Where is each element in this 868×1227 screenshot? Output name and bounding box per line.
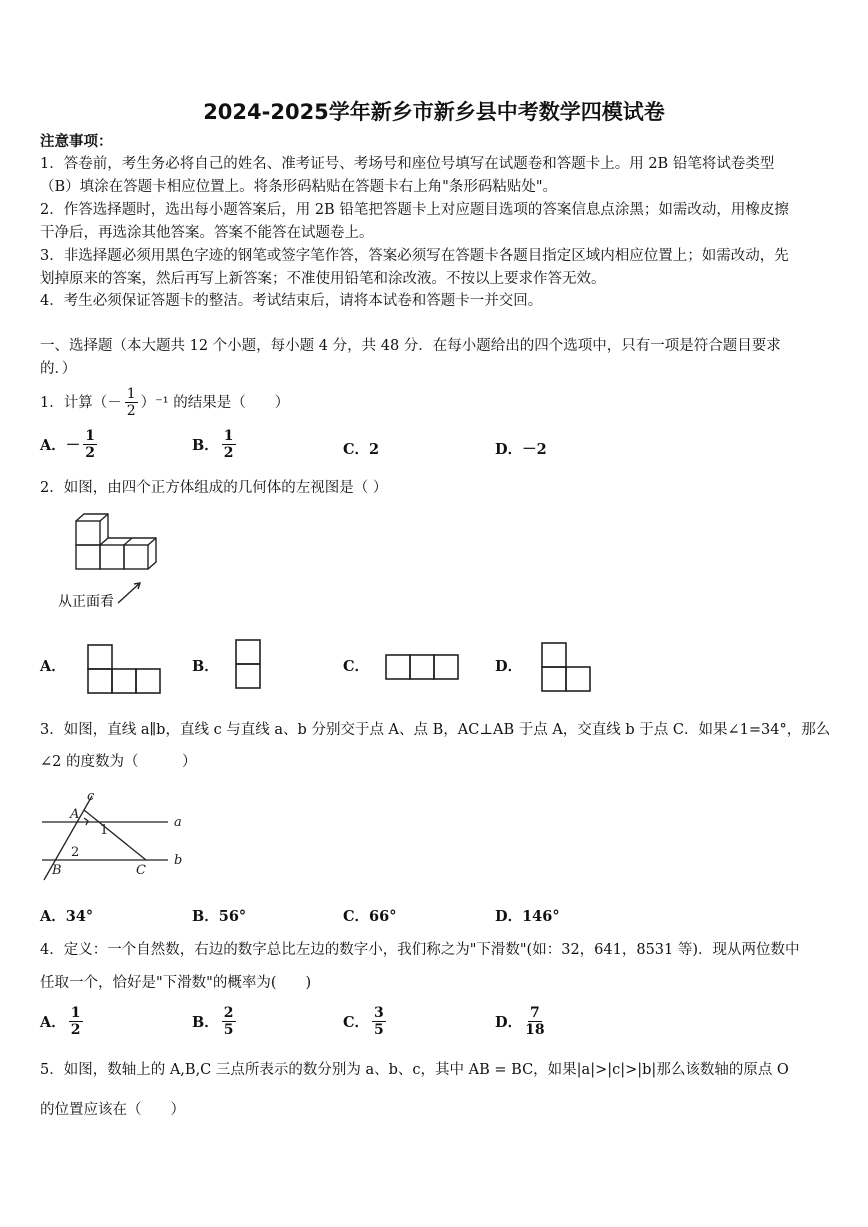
denominator: 5: [223, 1022, 234, 1038]
numerator: 3: [374, 1005, 384, 1021]
q2-option-d: D．: [495, 658, 523, 675]
notice-line: 划掉原来的答案，然后再写上新答案；不准使用铅笔和涂改液。不按以上要求作答无效。: [40, 271, 606, 287]
q1-option-b: [192, 428, 239, 461]
q3-option-d: D．146°: [495, 908, 560, 925]
question-3-cont: ∠2 的度数为（ ）: [40, 754, 197, 770]
q2-option-c-figure: [384, 653, 462, 683]
q4-option-b: [192, 1005, 239, 1038]
question-5: 5．如图，数轴上的 A,B,C 三点所表示的数分别为 a、b、c，其中 AB = BC，如果|a|>|c|>|b|那么该数轴的原点 O: [40, 1062, 789, 1078]
q3-option-a: A．34°: [40, 908, 94, 925]
q1-option-b-fraction: [222, 428, 236, 461]
denominator: 5: [374, 1022, 384, 1038]
notice-heading: 注意事项：: [40, 133, 113, 150]
q4-option-d-label: D．: [495, 1014, 523, 1031]
q4-option-a: [40, 1005, 86, 1038]
q3-figure: [40, 788, 190, 884]
q2-cube-figure: [58, 508, 178, 614]
q1-option-a-fraction: [83, 428, 97, 461]
numerator: 2: [223, 1005, 234, 1021]
q3-label-c: c: [87, 789, 95, 804]
denominator: 18: [525, 1022, 545, 1038]
q1-option-c: C．2: [343, 441, 380, 458]
q1-denominator: 2: [126, 403, 136, 419]
numerator: 1: [223, 428, 234, 444]
q4-option-c-fraction: [372, 1005, 386, 1038]
q3-label-b: b: [174, 853, 183, 868]
q1-suffix: ）⁻¹ 的结果是（ ）: [140, 394, 290, 411]
q1-numerator: 1: [126, 386, 136, 402]
q1-prefix: 1．计算（－: [40, 394, 122, 411]
q2-option-a-figure: [86, 643, 164, 695]
q2-caption: 从正面看: [58, 594, 114, 610]
q4-option-a-label: A．: [40, 1014, 66, 1031]
q3-label-a: a: [174, 815, 182, 830]
q2-option-c: C．: [343, 658, 370, 675]
q3-angle-2: 2: [71, 845, 80, 860]
q4-option-a-fraction: [69, 1005, 83, 1038]
notice-line: （B）填涂在答题卡相应位置上。将条形码粘贴在答题卡右上角"条形码粘贴处"。: [40, 179, 557, 195]
question-3: 3．如图，直线 a∥b，直线 c 与直线 a、b 分别交于点 A、点 B，AC⊥AB 于点 A，交直线 b 于点 C．如果∠1=34°，那么: [40, 722, 831, 738]
q3-option-b: B．56°: [192, 908, 247, 925]
q3-option-c: C．66°: [343, 908, 397, 925]
q1-option-b-label: B．: [192, 437, 219, 454]
q1-option-a: [40, 428, 100, 461]
section-heading-cont: 的．）: [40, 361, 77, 377]
q2-option-d-figure: [540, 641, 594, 695]
section-heading: 一、选择题（本大题共 12 个小题，每小题 4 分，共 48 分．在每小题给出的四个选项中，只有一项是符合题目要求: [40, 338, 781, 354]
q3-angle-1: 1: [100, 823, 109, 838]
q4-option-d: [495, 1005, 548, 1038]
denominator: 2: [70, 1022, 81, 1038]
q4-option-c-label: C．: [343, 1014, 370, 1031]
denominator: 2: [85, 445, 96, 461]
question-2: 2．如图，由四个正方体组成的几何体的左视图是（ ）: [40, 480, 388, 496]
q4-option-c: [343, 1005, 389, 1038]
q4-option-b-fraction: [222, 1005, 236, 1038]
question-4-cont: 任取一个，恰好是"下滑数"的概率为( ): [40, 975, 312, 991]
notice-line: 干净后，再选涂其他答案。答案不能答在试题卷上。: [40, 225, 374, 241]
notice-line: 3．非选择题必须用黑色字迹的钢笔或签字笔作答，答案必须写在答题卡各题目指定区域内相应位置上；如需改动，先: [40, 248, 789, 264]
notice-line: 1．答卷前，考生务必将自己的姓名、准考证号、考场号和座位号填写在试题卷和答题卡上。用 2B 铅笔将试卷类型: [40, 156, 775, 172]
q2-option-b: B．: [192, 658, 219, 675]
q4-option-b-label: B．: [192, 1014, 219, 1031]
q1-option-d: D．－2: [495, 441, 547, 458]
question-4: 4．定义：一个自然数，右边的数字总比左边的数字小，我们称之为"下滑数"(如：32，641，8531 等)．现从两位数中: [40, 942, 800, 958]
q4-option-d-fraction: [525, 1005, 544, 1038]
notice-line: 2．作答选择题时，选出每小题答案后，用 2B 铅笔把答题卡上对应题目选项的答案信息点涂黑；如需改动，用橡皮擦: [40, 202, 789, 218]
q1-option-a-label: A．－: [40, 437, 81, 454]
question-1: [40, 386, 289, 419]
numerator: 1: [70, 1005, 81, 1021]
q3-label-point-a: A: [70, 807, 80, 822]
q3-label-point-b: B: [52, 863, 62, 878]
question-5-cont: 的位置应该在（ ）: [40, 1102, 185, 1118]
numerator: 1: [85, 428, 96, 444]
q3-label-point-c: C: [136, 863, 146, 878]
notice-line: 4．考生必须保证答题卡的整洁。考试结束后，请将本试卷和答题卡一并交回。: [40, 293, 543, 309]
q1-fraction: [125, 386, 138, 419]
q2-option-b-figure: [234, 638, 264, 692]
page-title: 2024-2025学年新乡市新乡县中考数学四模试卷: [203, 100, 665, 124]
q2-option-a: A．: [40, 658, 66, 675]
denominator: 2: [223, 445, 234, 461]
numerator: 7: [529, 1005, 540, 1021]
